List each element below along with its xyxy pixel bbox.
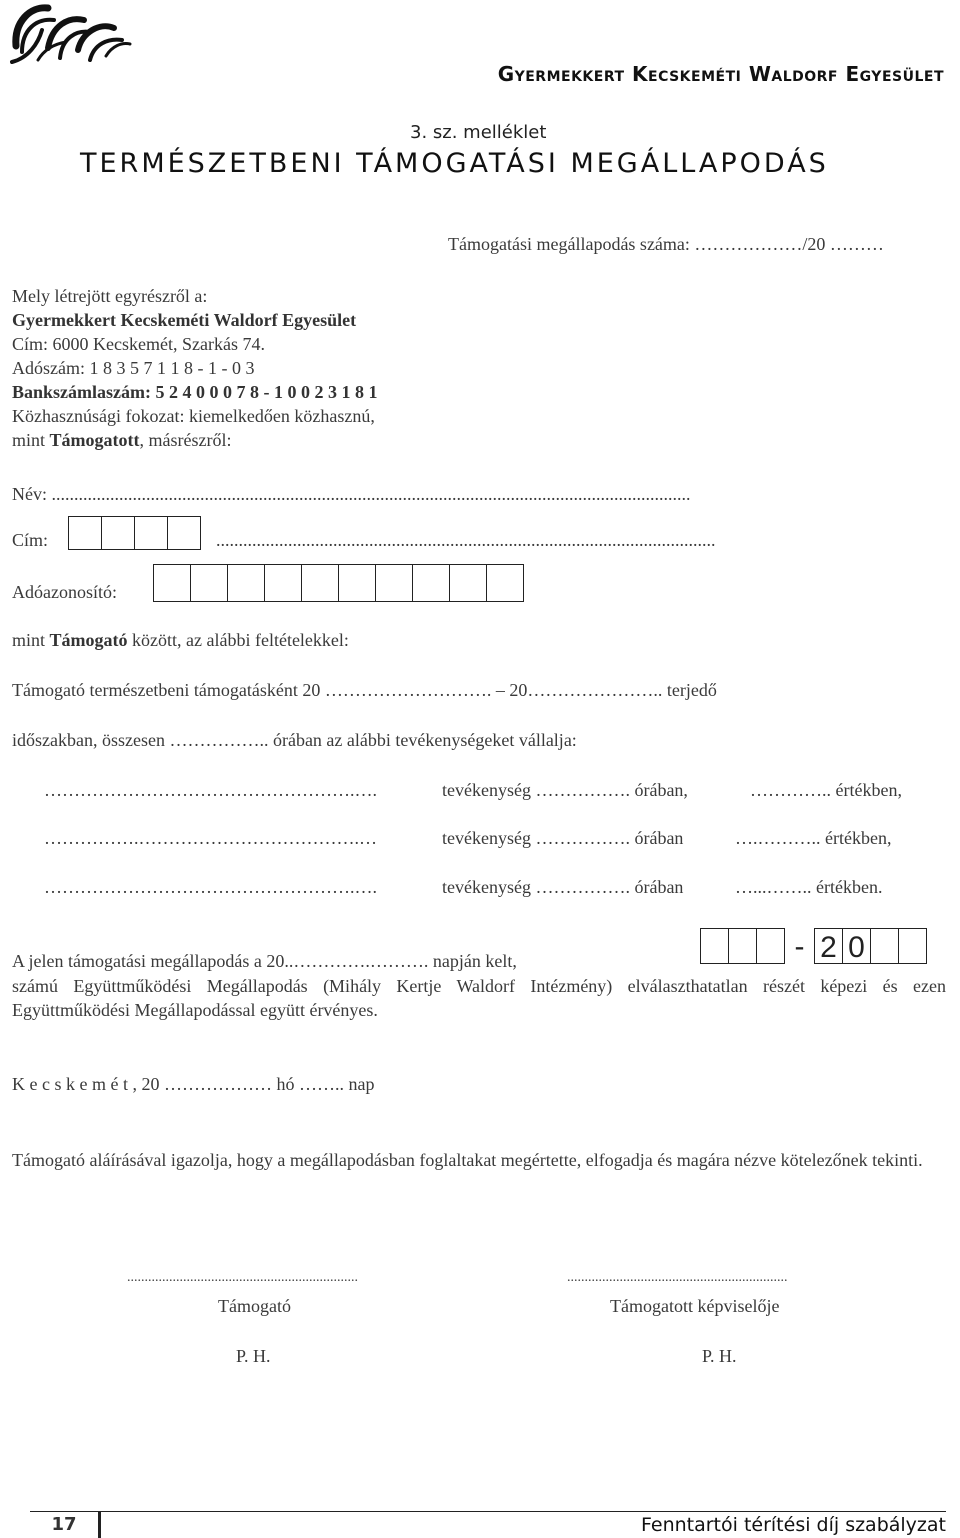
postcode-boxes[interactable]	[68, 516, 201, 550]
supporter-seal-label: P. H.	[236, 1346, 271, 1366]
supported-signature-line[interactable]: ...............................................................	[567, 1270, 788, 1285]
activity-3-name[interactable]: …………………………………………….….	[44, 877, 377, 897]
page-number: 17	[30, 1512, 101, 1538]
place-date[interactable]: K e c s k e m é t , 20 ……………… hó …….. nap	[12, 1074, 375, 1094]
period-line-1: Támogató természetbeni támogatásként 20 ………………………. – 20………………….. terjedő	[12, 680, 717, 700]
activity-2-value[interactable]: ….……….. értékben,	[735, 828, 892, 848]
number-box[interactable]	[898, 928, 927, 964]
annex-subtitle: 3. sz. melléklet	[410, 122, 547, 143]
activity-1-hours[interactable]: tevékenység ……………. órában,	[442, 780, 688, 800]
parties-intro: Mely létrejött egyrészről a:	[12, 286, 208, 306]
postcode-box[interactable]	[101, 516, 135, 550]
supported-status: Közhasznúsági fokozat: kiemelkedően közhasznú,	[12, 406, 375, 426]
tax-id-boxes[interactable]	[153, 564, 524, 602]
declaration-text: Támogató aláírásával igazolja, hogy a megállapodásban foglaltakat megértette, elfogadja és magára nézve kötelezőnek tekinti.	[12, 1150, 923, 1170]
tax-id-box[interactable]	[338, 564, 376, 602]
document-title: TERMÉSZETBENI TÁMOGATÁSI MEGÁLLAPODÁS	[80, 148, 829, 179]
number-box[interactable]	[756, 928, 785, 964]
number-box[interactable]	[870, 928, 899, 964]
tax-id-box[interactable]	[486, 564, 524, 602]
activity-2-hours[interactable]: tevékenység ……………. órában	[442, 828, 684, 848]
activity-2-name[interactable]: …………….……………………………….…	[44, 828, 377, 848]
tax-id-box[interactable]	[190, 564, 228, 602]
tax-id-box[interactable]	[264, 564, 302, 602]
supporter-address-field[interactable]: ...............................................................................................................	[216, 530, 716, 550]
number-box[interactable]	[728, 928, 757, 964]
stylized-wave-logo-icon	[8, 0, 133, 70]
supported-seal-label: P. H.	[702, 1346, 737, 1366]
number-box[interactable]: 2	[814, 928, 843, 964]
supporter-name-field[interactable]: Név: ..............................................................................................................................................	[12, 484, 691, 504]
between-clause: mint Támogató között, az alábbi feltételekkel:	[12, 630, 349, 650]
activity-3-value[interactable]: …...…….. értékben.	[735, 877, 883, 897]
number-box[interactable]	[700, 928, 729, 964]
postcode-box[interactable]	[68, 516, 102, 550]
validity-text: számú Együttműködési Megállapodás (Mihály Kertje Waldorf Intézmény) elválaszthatatlan részét képezi és ezen Együttműködési Megállapodással együtt érvényes.	[12, 976, 946, 1020]
period-line-2: időszakban, összesen …………….. órában az alábbi tevékenységeket vállalja:	[12, 730, 577, 750]
tax-id-box[interactable]	[375, 564, 413, 602]
supported-address: Cím: 6000 Kecskemét, Szarkás 74.	[12, 334, 265, 354]
supported-role: mint Támogatott, másrészről:	[12, 430, 232, 450]
supporter-signature-label: Támogató	[218, 1296, 291, 1316]
activity-1-value[interactable]: ………….. értékben,	[750, 780, 902, 800]
number-box[interactable]: 0	[842, 928, 871, 964]
postcode-box[interactable]	[134, 516, 168, 550]
tax-id-label: Adóazonosító:	[12, 582, 117, 602]
tax-id-box[interactable]	[412, 564, 450, 602]
tax-id-box[interactable]	[449, 564, 487, 602]
postcode-box[interactable]	[167, 516, 201, 550]
supported-name: Gyermekkert Kecskeméti Waldorf Egyesület	[12, 310, 357, 330]
tax-id-box[interactable]	[153, 564, 191, 602]
supported-tax-number: Adószám: 1 8 3 5 7 1 1 8 - 1 - 0 3	[12, 358, 255, 378]
number-dash: -	[794, 930, 805, 963]
validity-date-line: A jelen támogatási megállapodás a 20..………….………. napján kelt,	[12, 951, 517, 971]
organization-name: Gyermekkert Kecskeméti Waldorf Egyesület	[497, 62, 944, 86]
tax-id-box[interactable]	[227, 564, 265, 602]
activity-1-name[interactable]: …………………………………………….….	[44, 780, 377, 800]
agreement-number-boxes[interactable]	[700, 928, 927, 964]
agreement-number: Támogatási megállapodás száma: ………………/20 ………	[448, 234, 884, 254]
supported-signature-label: Támogatott képviselője	[610, 1296, 780, 1316]
supported-bank-account: Bankszámlaszám: 5 2 4 0 0 0 7 8 - 1 0 0 2 3 1 8 1	[12, 382, 378, 402]
activity-3-hours[interactable]: tevékenység ……………. órában	[442, 877, 684, 897]
footer-divider	[30, 1511, 946, 1512]
supporter-address-label: Cím:	[12, 530, 49, 550]
tax-id-box[interactable]	[301, 564, 339, 602]
footer-title: Fenntartói térítési díj szabályzat	[640, 1514, 946, 1536]
supporter-signature-line[interactable]: ..................................................................	[127, 1270, 358, 1285]
